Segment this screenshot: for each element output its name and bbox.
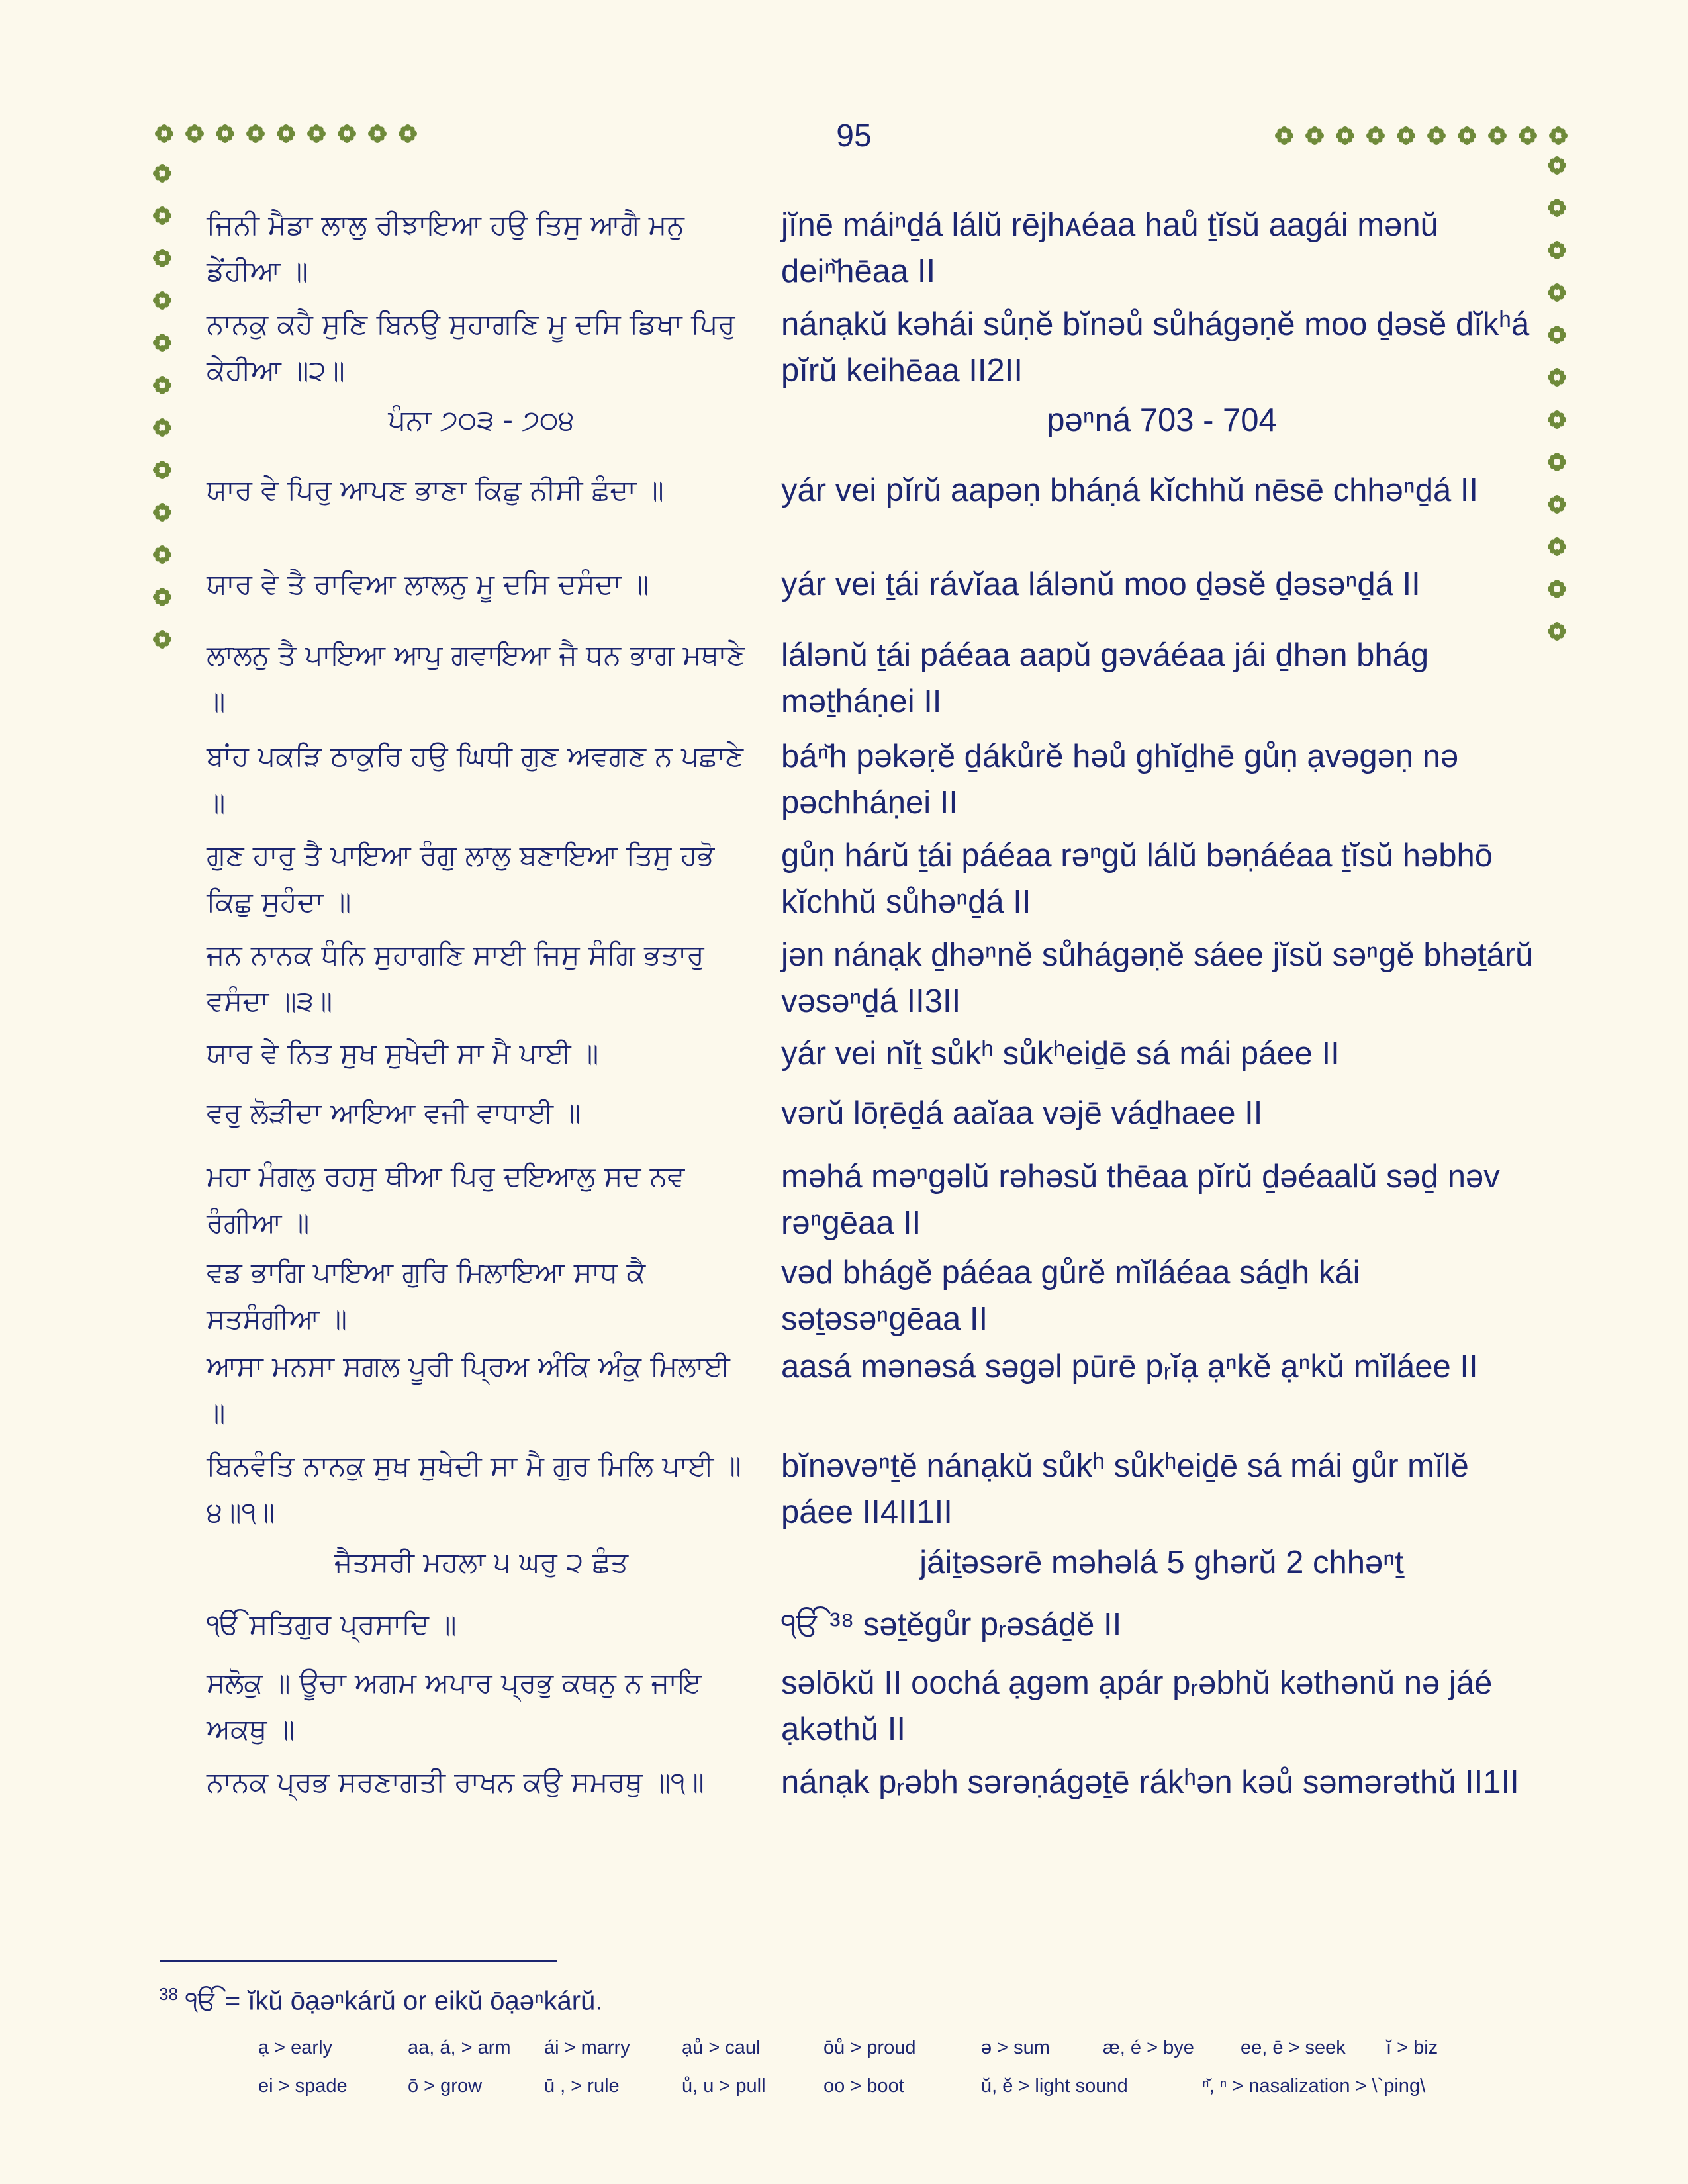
gurmukhi-text: ਜਿਨੀ ਮੈਡਾ ਲਾਲੁ ਰੀਝਾਇਆ ਹਉ ਤਿਸੁ ਆਗੈ ਮਨੁ ਡੇਂਹੀਆ ॥ xyxy=(207,208,684,287)
flower-ornament xyxy=(1335,126,1355,146)
gurmukhi-text: ਨਾਨਕੁ ਕਹੈ ਸੁਣਿ ਬਿਨਉ ਸੁਹਾਗਣਿ ਮੂ ਦਸਿ ਡਿਖਾ ਪਿਰੁ ਕੇਹੀਆ ॥੨॥ xyxy=(207,308,735,387)
flower-ornament xyxy=(152,291,172,310)
gurmukhi-text: ਗੁਣ ਹਾਰੁ ਤੈ ਪਾਇਆ ਰੰਗੁ ਲਾਲੁ ਬਣਾਇਆ ਤਿਸੁ ਹਭੋ ਕਿਛੁ ਸੁਹੰਦਾ ॥ xyxy=(207,839,715,918)
flower-ornament xyxy=(152,163,172,183)
flower-ornament xyxy=(246,124,265,144)
transliteration-text: jĭnē máiⁿḏá lálŭ rējhᴀéaa haů ṯĭsŭ aagái mənŭ deiⁿ̆hēaa II xyxy=(781,207,1438,289)
gurmukhi-text: ਯਾਰ ਵੇ ਪਿਰੁ ਆਪਣ ਭਾਣਾ ਕਿਛੁ ਨੀਸੀ ਛੰਦਾ ॥ xyxy=(207,474,664,506)
flower-ornament xyxy=(185,124,205,144)
gurmukhi-text: ਲਾਲਨੁ ਤੈ ਪਾਇਆ ਆਪੁ ਗਵਾਇਆ ਜੈ ਧਨ ਭਾਗ ਮਥਾਣੇ ॥ xyxy=(207,639,745,717)
gurmukhi-text: ਵਡ ਭਾਗਿ ਪਾਇਆ ਗੁਰਿ ਮਿਲਾਇਆ ਸਾਧ ਕੈ ਸਤਸੰਗੀਆ ॥ xyxy=(207,1256,646,1335)
flower-ornament xyxy=(1547,579,1567,599)
transliteration-text: yár vei pĭrŭ aapəṇ bháṇá kĭchhŭ nēsē chhəⁿḏá II xyxy=(781,473,1479,508)
flower-ornament xyxy=(152,375,172,395)
flower-ornament xyxy=(152,206,172,226)
flower-ornament xyxy=(1305,126,1325,146)
gurmukhi-text: ਨਾਨਕ ਪ੍ਰਭ ਸਰਣਾਗਤੀ ਰਾਖਨ ਕਉ ਸਮਰਥੁ ॥੧॥ xyxy=(207,1766,704,1798)
transliteration-text: vəd bhágĕ páéaa gůrĕ mĭláéaa sáḏh kái səṯəsəⁿgēaa II xyxy=(781,1255,1360,1337)
flower-ornament xyxy=(1548,126,1568,146)
key-entry: ĭ > biz xyxy=(1386,2037,1438,2058)
gurmukhi-text: ਮਹਾ ਮੰਗਲੁ ਰਹਸੁ ਥੀਆ ਪਿਰੁ ਦਇਆਲੁ ਸਦ ਨਵ ਰੰਗੀਆ ॥ xyxy=(207,1160,685,1239)
gurmukhi-text: ਬਾਂਹ ਪਕੜਿ ਠਾਕੁਰਿ ਹਉ ਘਿਧੀ ਗੁਣ ਅਵਗਣ ਨ ਪਛਾਣੇ ॥ xyxy=(207,740,744,819)
gurmukhi-text: ਯਾਰ ਵੇ ਨਿਤ ਸੁਖ ਸੁਖੇਦੀ ਸਾ ਮੈ ਪਾਈ ॥ xyxy=(207,1037,599,1069)
transliteration-text: báⁿ̆h pəkəṛĕ ḏákůrĕ həů ghĭḏhē gůṇ ạvəgəṇ nə pəchháṇei II xyxy=(781,739,1459,821)
gurmukhi-text: ਵਰੁ ਲੋੜੀਦਾ ਆਇਆ ਵਜੀ ਵਾਧਾਈ ॥ xyxy=(207,1097,581,1129)
transliteration-text: bĭnəvəⁿṯĕ nánạkŭ sůkʰ sůkʰeiḏē sá mái gůr mĭlĕ páee II4II1II xyxy=(781,1448,1469,1530)
footnote-marker: 38 xyxy=(159,1984,178,2004)
footnote-divider xyxy=(160,1960,557,1962)
key-entry: ů, u > pull xyxy=(682,2075,766,2097)
flower-ornament xyxy=(1366,126,1385,146)
transliteration-text: ੴ ³⁸ səṯĕgůr pᵣəsáḏĕ II xyxy=(781,1607,1122,1643)
transliteration-text: nánạk pᵣəbh sərəṇágəṯē rákʰən kəů səmərəthŭ II1II xyxy=(781,1764,1519,1800)
flower-ornament xyxy=(276,124,296,144)
gurmukhi-text: ੴ ਸਤਿਗੁਰ ਪ੍ਰਸਾਦਿ ॥ xyxy=(207,1608,457,1641)
flower-ornament xyxy=(306,124,326,144)
gurmukhi-text: ਬਿਨਵੰਤਿ ਨਾਨਕੁ ਸੁਖ ਸੁਖੇਦੀ ਸਾ ਮੈ ਗੁਰ ਮਿਲਿ ਪਾਈ ॥੪॥੧॥ xyxy=(207,1449,741,1528)
flower-ornament xyxy=(1547,367,1567,387)
flower-ornament xyxy=(215,124,235,144)
flower-ornament xyxy=(1487,126,1507,146)
key-entry: ⁿ̆, ⁿ > nasalization > \`ping\ xyxy=(1202,2075,1426,2097)
flower-ornament xyxy=(152,502,172,522)
flower-ornament xyxy=(1547,198,1567,218)
flower-ornament xyxy=(1547,240,1567,260)
flower-ornament xyxy=(367,124,387,144)
flower-ornament xyxy=(152,418,172,437)
key-entry: aa, á, > arm xyxy=(408,2037,511,2058)
transliteration-text: lálənŭ ṯái páéaa aapŭ gəváéaa jái ḏhən bhág məṯháṇei II xyxy=(781,637,1429,719)
flower-ornament xyxy=(1547,410,1567,430)
transliteration-text: yár vei ṯái rávĭaa lálənŭ moo ḏəsĕ ḏəsəⁿḏá II xyxy=(781,567,1421,602)
gurmukhi-text: ਜਨ ਨਾਨਕ ਧੰਨਿ ਸੁਹਾਗਣਿ ਸਾਈ ਜਿਸੁ ਸੰਗਿ ਭਤਾਰੁ ਵਸੰਦਾ ॥੩॥ xyxy=(207,938,704,1017)
transliteration-heading: jáiṯəsərē məhəlá 5 ghərŭ 2 chhəⁿṯ xyxy=(919,1545,1404,1580)
transliteration-text: nánạkŭ kəhái sůṇĕ bĭnəů sůhágəṇĕ moo ḏəsĕ dĭkʰá pĭrŭ keihēaa II2II xyxy=(781,306,1530,388)
footnote xyxy=(159,1984,602,2016)
transliteration-text: aasá mənəsá səgəl pūrē pᵣĭạ ạⁿkĕ ạⁿkŭ mĭláee II xyxy=(781,1349,1478,1385)
flower-ornament xyxy=(152,333,172,353)
key-entry: ŭ, ĕ > light sound xyxy=(981,2075,1128,2097)
gurmukhi-text: ਆਸਾ ਮਨਸਾ ਸਗਲ ਪੂਰੀ ਪ੍ਰਿਅ ਅੰਕਿ ਅੰਕੁ ਮਿਲਾਈ ॥ xyxy=(207,1350,730,1429)
flower-ornament xyxy=(1427,126,1446,146)
flower-ornament xyxy=(1274,126,1294,146)
key-entry: ái > marry xyxy=(544,2037,630,2058)
key-entry: ei > spade xyxy=(258,2075,348,2097)
key-entry: ō > grow xyxy=(408,2075,483,2097)
key-entry: ə > sum xyxy=(981,2037,1050,2058)
gurmukhi-heading: ਜੈਤਸਰੀ ਮਹਲਾ ੫ ਘਰੁ ੨ ਛੰਤ xyxy=(334,1546,629,1578)
flower-ornament xyxy=(398,124,418,144)
flower-ornament xyxy=(152,587,172,607)
gurmukhi-text: ਸਲੋਕੁ ॥ ਊਚਾ ਅਗਮ ਅਪਾਰ ਪ੍ਰਭੁ ਕਥਨੁ ਨ ਜਾਇ ਅਕਥੁ ॥ xyxy=(207,1666,702,1745)
transliteration-text: səlōkŭ II oochá ạgəm ạpár pᵣəbhŭ kəthənŭ nə jáé ạkəthŭ II xyxy=(781,1665,1493,1747)
flower-ornament xyxy=(1457,126,1477,146)
key-entry: ū , > rule xyxy=(544,2075,620,2097)
flower-ornament xyxy=(1547,283,1567,302)
transliteration-text: vərŭ lōṛēḏá aaĭaa vəjē váḏhaee II xyxy=(781,1095,1263,1131)
flower-ornament xyxy=(1547,494,1567,514)
gurmukhi-text: ਯਾਰ ਵੇ ਤੈ ਰਾਵਿਆ ਲਾਲਨੁ ਮੂ ਦਸਿ ਦਸੰਦਾ ॥ xyxy=(207,568,649,600)
flower-ornament xyxy=(1547,325,1567,345)
flower-ornament xyxy=(1547,452,1567,472)
flower-ornament xyxy=(1547,537,1567,557)
flower-ornament xyxy=(154,124,174,144)
key-entry: ōů > proud xyxy=(823,2037,916,2058)
transliteration-text: gůṇ hárŭ ṯái páéaa rəⁿgŭ lálŭ bəṇáéaa ṯĭsŭ həbhō kĭchhŭ sůhəⁿḏá II xyxy=(781,838,1493,920)
flower-ornament xyxy=(152,248,172,268)
flower-ornament xyxy=(1396,126,1416,146)
page-number: 95 xyxy=(836,118,872,154)
flower-ornament xyxy=(152,629,172,649)
transliteration-text: jən nánạk ḏhəⁿnĕ sůhágəṇĕ sáee jĭsŭ səⁿgĕ bhəṯárŭ vəsəⁿḏá II3II xyxy=(781,937,1534,1019)
key-entry: ạ > early xyxy=(258,2037,333,2058)
key-entry: ạů > caul xyxy=(682,2037,761,2058)
transliteration-page-reference: pəⁿná 703 - 704 xyxy=(1047,402,1277,438)
flower-ornament xyxy=(1547,621,1567,641)
footnote-text: ੴ = ĭkŭ ōạəⁿkárŭ or eikŭ ōạəⁿkárŭ. xyxy=(185,1986,603,2016)
transliteration-text: yár vei nĭṯ sůkʰ sůkʰeiḏē sá mái páee II xyxy=(781,1036,1340,1071)
flower-ornament xyxy=(152,545,172,565)
key-entry: oo > boot xyxy=(823,2075,904,2097)
flower-ornament xyxy=(1518,126,1538,146)
transliteration-text: məhá məⁿgəlŭ rəhəsŭ thēaa pĭrŭ ḏəéaalŭ səḏ nəv rəⁿgēaa II xyxy=(781,1159,1500,1241)
gurmukhi-page-reference: ਪੰਨਾ ੭੦੩ - ੭੦੪ xyxy=(388,404,575,436)
flower-ornament xyxy=(152,460,172,480)
flower-ornament xyxy=(1547,156,1567,175)
flower-ornament xyxy=(337,124,357,144)
key-entry: æ, é > bye xyxy=(1103,2037,1194,2058)
key-entry: ee, ē > seek xyxy=(1241,2037,1346,2058)
